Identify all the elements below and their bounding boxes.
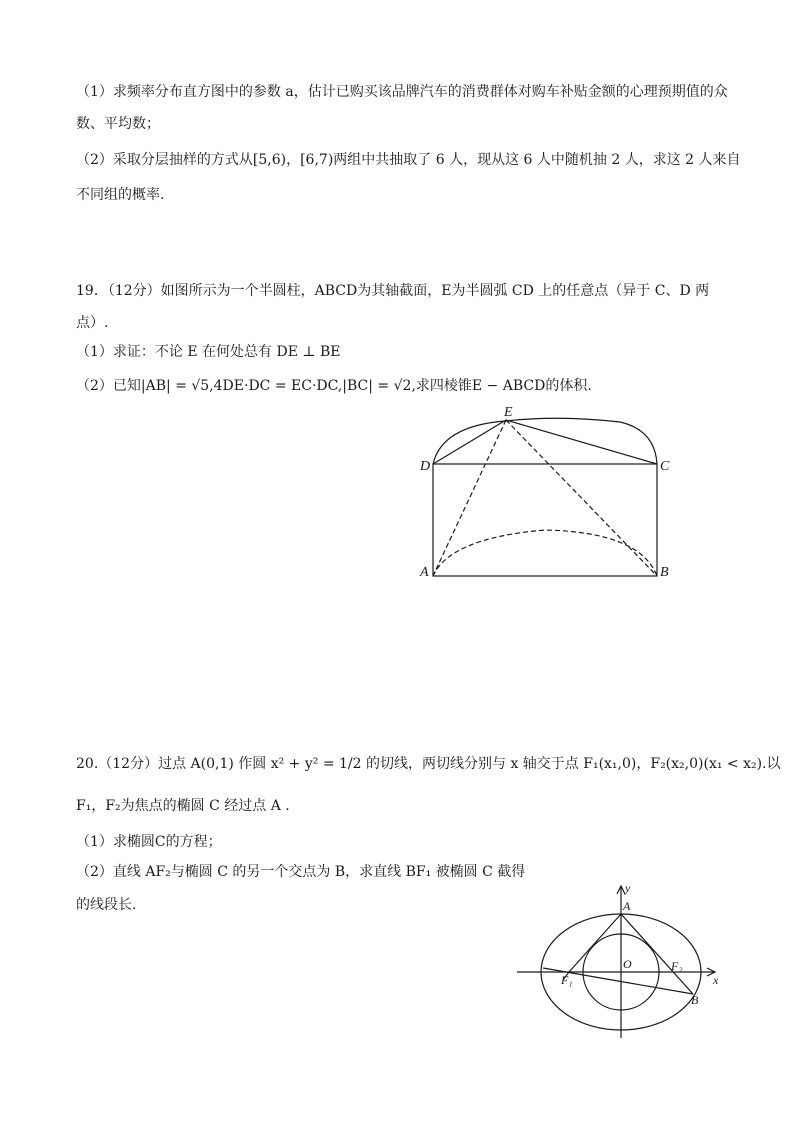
label-F2: F₂ xyxy=(671,959,683,973)
axial-section-ABCD xyxy=(433,464,657,576)
label-B: B xyxy=(691,993,699,1007)
label-O: O xyxy=(623,957,632,971)
p18-q2-line1: （2）采取分层抽样的方式从[5,6)，[6,7)两组中共抽取了 6 人，现从这 6 人中随机抽 2 人，求这 2 人来自 xyxy=(76,152,741,168)
label-A: A xyxy=(420,565,429,580)
label-C: C xyxy=(660,459,670,474)
p20-q1: （1）求椭圆C的方程； xyxy=(76,834,222,850)
p18-q2-line2: 不同组的概率. xyxy=(76,187,165,203)
segment-EB-dashed xyxy=(506,420,657,576)
p18-q1-line1: （1）求频率分布直方图中的参数 a，估计已购买该品牌汽车的消费群体对购车补贴金额的心理预期值的众 xyxy=(76,84,728,100)
p20-q2-line1: （2）直线 AF₂与椭圆 C 的另一个交点为 B，求直线 BF₁ 被椭圆 C 截得 xyxy=(76,864,526,880)
bottom-semicircle-arc-dashed xyxy=(433,530,657,576)
p19-stem-line2: 点）. xyxy=(76,315,109,331)
p20-stem-line1: 20.（12分）过点 A(0,1) 作圆 x² + y² = 1/2 的切线，两切线分别与 x 轴交于点 F₁(x₁,0)，F₂(x₂,0)(x₁ < x₂).以 xyxy=(76,756,781,772)
p20-stem-line2: F₁，F₂为焦点的椭圆 C 经过点 A . xyxy=(76,798,290,814)
label-D: D xyxy=(420,459,431,474)
label-A: A xyxy=(623,899,631,913)
p20-q2-line2: 的线段长. xyxy=(76,897,137,913)
ellipse-figure xyxy=(515,880,735,1040)
p18-q1-line2: 数、平均数； xyxy=(76,116,160,132)
top-semicircle-arc xyxy=(433,418,657,464)
tangent-AB xyxy=(621,914,693,994)
tangent-AF1 xyxy=(569,914,621,972)
p19-q1: （1）求证：不论 E 在何处总有 DE ⊥ BE xyxy=(76,344,341,360)
label-F1: F₁ xyxy=(561,973,573,987)
p19-stem-line1: 19．（12分）如图所示为一个半圆柱，ABCD为其轴截面，E为半圆弧 CD 上的任意点（异于 C、D 两 xyxy=(76,283,710,299)
label-E: E xyxy=(504,405,513,420)
p19-q2: （2）已知|AB| = √5,4DE·DC = EC·DC,|BC| = √2,求四棱锥E − ABCD的体积. xyxy=(76,378,592,394)
label-y: y xyxy=(625,881,631,895)
half-cylinder-figure xyxy=(410,400,710,590)
label-B: B xyxy=(660,565,669,580)
label-x: x xyxy=(713,973,719,987)
